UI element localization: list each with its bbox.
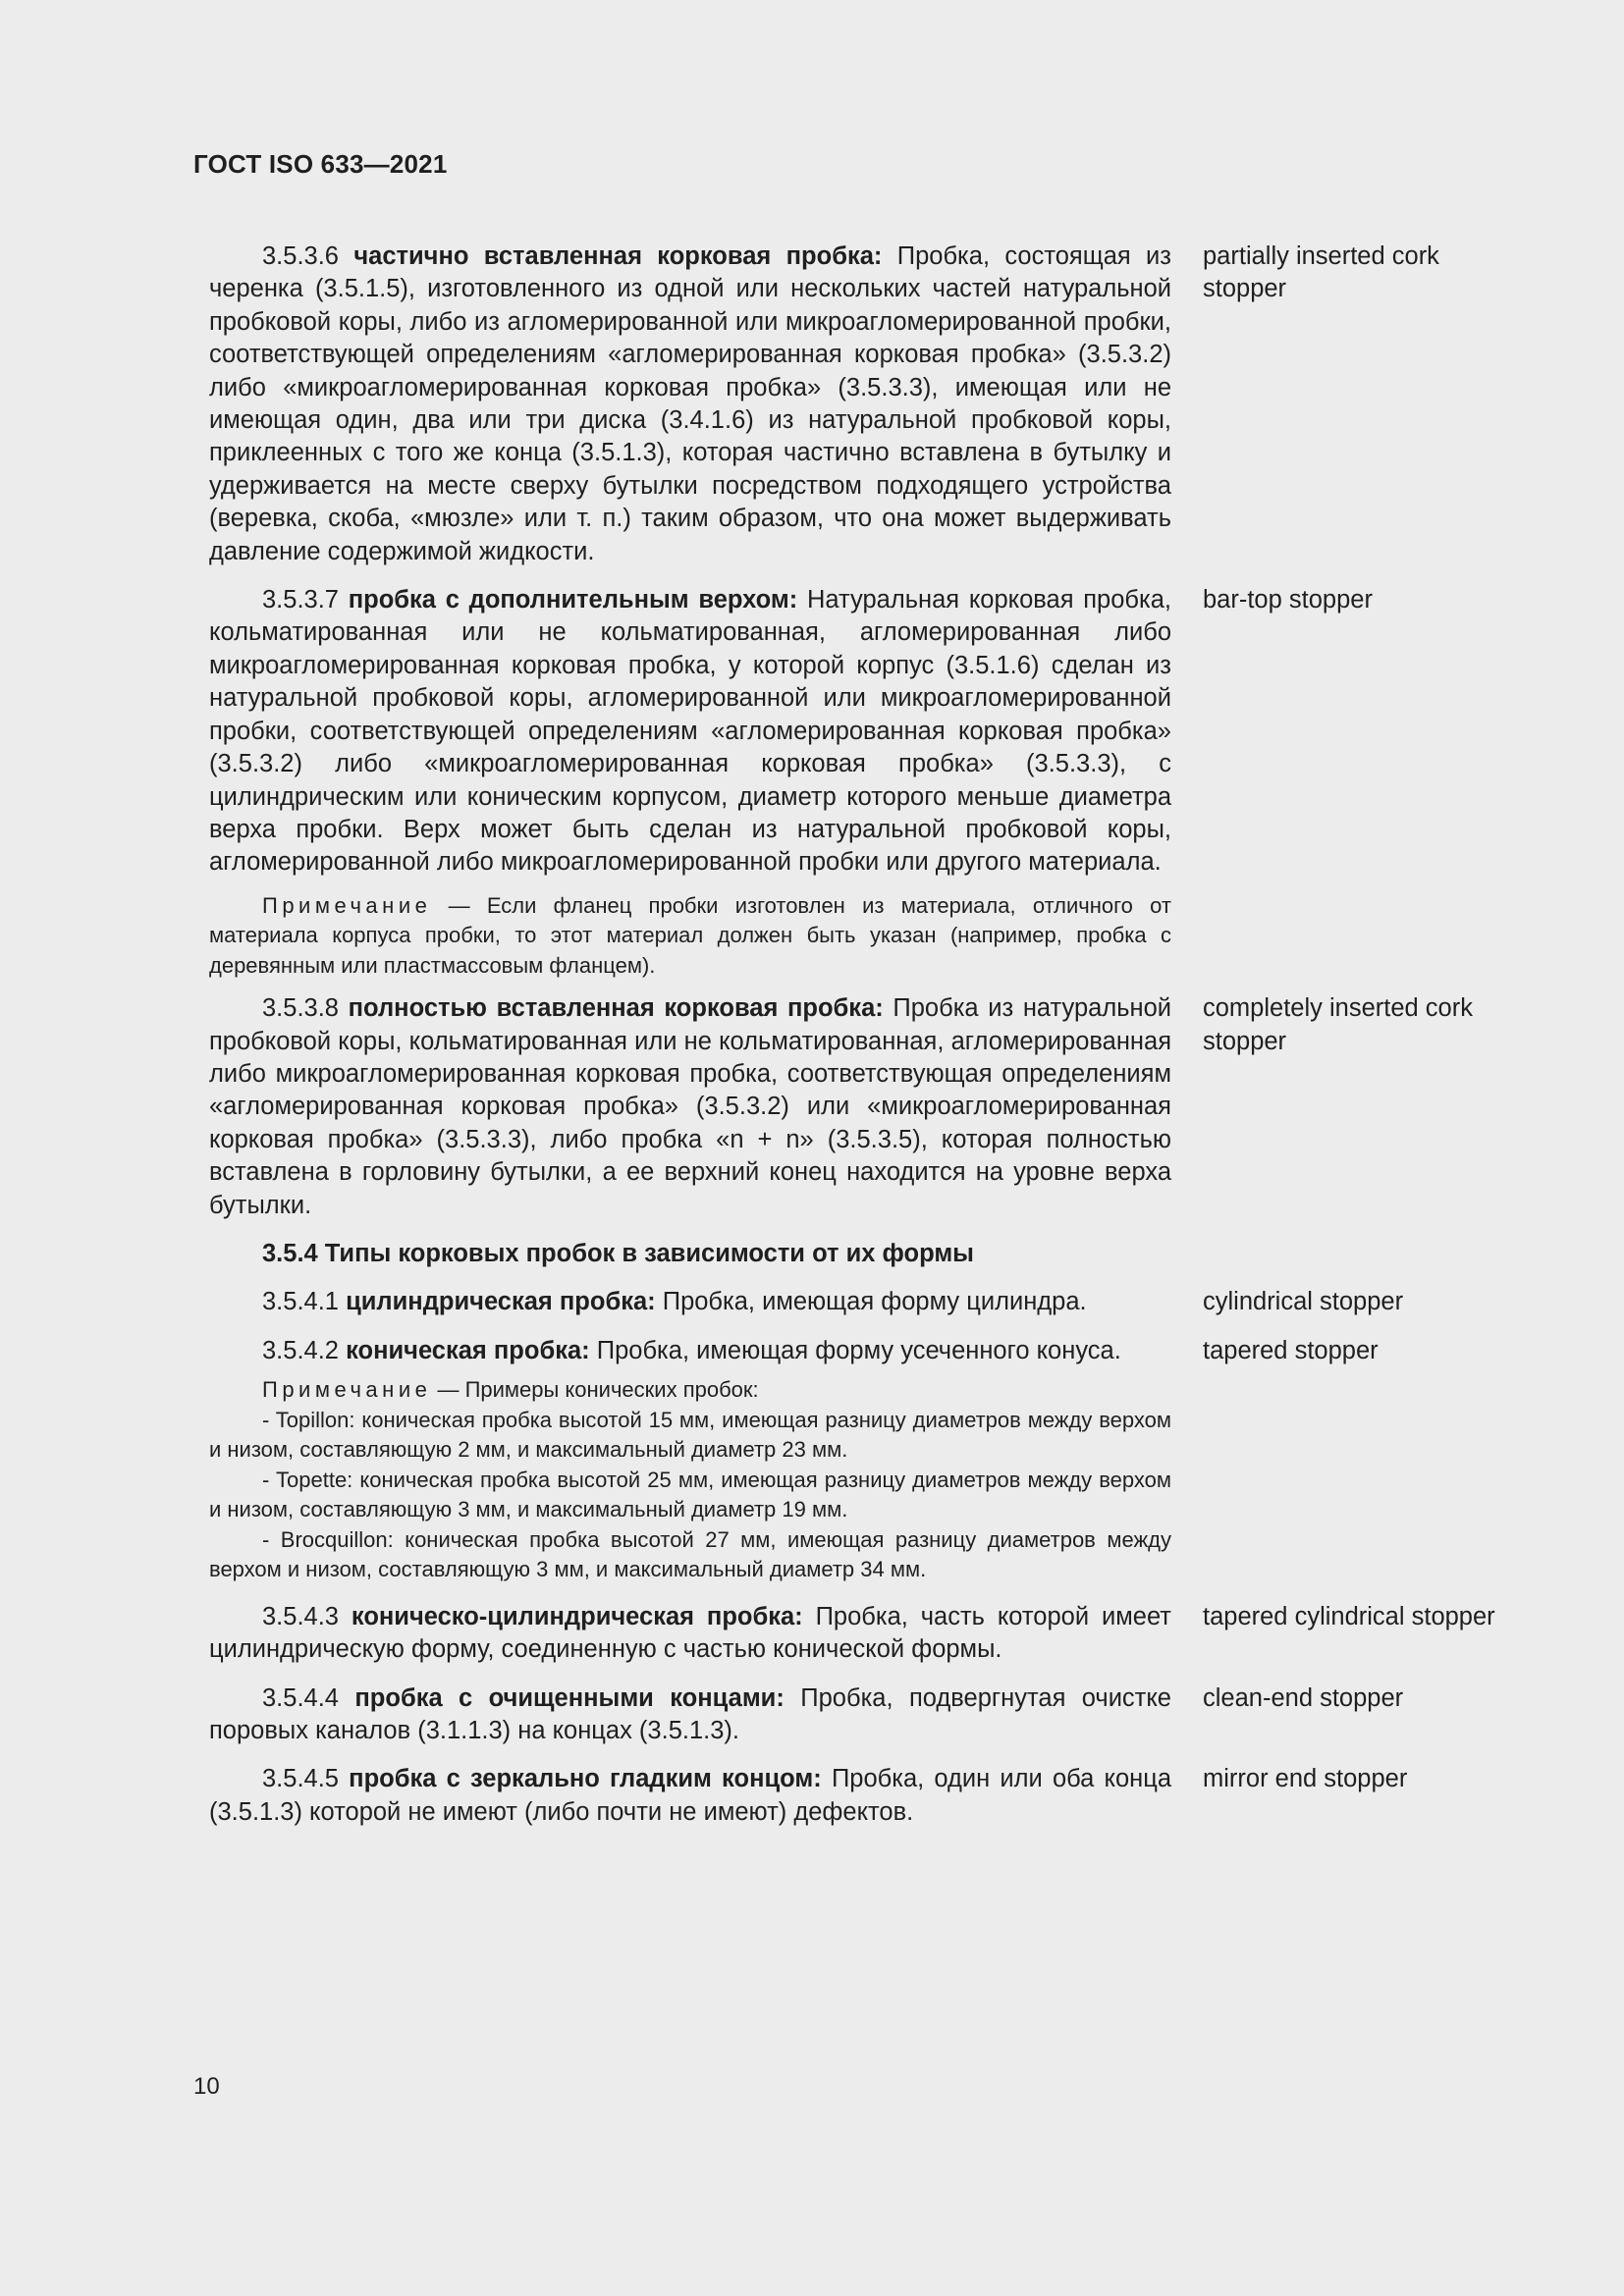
term-entry-3-5-4-5 <box>209 1763 1525 1829</box>
entry-paragraph <box>209 584 1171 880</box>
entry-number: 3.5.4.4 <box>262 1683 339 1712</box>
definition-text: Пробка, один или оба конца (3.5.1.3) которой не имеют (либо почти не имеют) дефектов. <box>209 1765 1171 1826</box>
term-entry-3-5-4-1 <box>209 1286 1525 1318</box>
entry-paragraph <box>209 1682 1171 1748</box>
term-en: bar-top stopper <box>1203 586 1373 614</box>
term-en: cylindrical stopper <box>1203 1288 1404 1316</box>
term-entry-3-5-3-8 <box>209 992 1525 1222</box>
term-entry-3-5-4-4 <box>209 1682 1525 1748</box>
term-ru: пробка с очищенными концами: <box>354 1683 785 1712</box>
document-code-header: ГОСТ ISO 633—2021 <box>193 149 448 179</box>
note-item: - Brocquillon: коническая пробка высотой 27 мм, имеющая разницу диаметров между верхом и низом, составляющую 3 мм, и максимальный диаметр 34 мм. <box>209 1526 1171 1582</box>
term-en: partially inserted cork stopper <box>1203 242 1439 303</box>
term-en: clean-end stopper <box>1203 1683 1404 1712</box>
term-en: tapered cylindrical stopper <box>1203 1602 1495 1630</box>
entry-paragraph <box>209 1286 1171 1318</box>
page-number: 10 <box>193 2073 220 2100</box>
term-en: mirror end stopper <box>1203 1765 1408 1793</box>
note-intro: — Примеры конических пробок: <box>431 1377 759 1403</box>
term-ru: пробка с дополнительным верхом: <box>348 586 798 614</box>
entry-number: 3.5.4.3 <box>262 1602 339 1630</box>
entry-number: 3.5.3.7 <box>262 586 339 614</box>
document-body <box>209 240 1525 1829</box>
entry-paragraph <box>209 1601 1171 1667</box>
entry-paragraph <box>209 1763 1171 1829</box>
entry-number: 3.5.4.2 <box>262 1336 339 1364</box>
note-text: — Если фланец пробки изготовлен из материала, отличного от материала корпуса пробки, то этот материал должен быть указан (например, пробка с деревянным или пластмассовым фланцем). <box>209 892 1171 978</box>
note-3-5-3-7 <box>209 891 1171 982</box>
entry-paragraph <box>209 992 1171 1222</box>
definition-text: Натуральная корковая пробка, кольматированная или не кольматированная, агломерированная либо микроагломерированная корковая пробка, у которой корпус (3.5.1.6) сделан из натуральной пробковой коры, агломерированной или микроагломерированной пробки, соответствующей определениям «агломерированная корковая пробка» (3.5.3.2) либо «микроагломерированная корковая пробка» (3.5.3.3), с цилиндрическим или коническим корпусом, диаметр которого меньше диаметра верха пробки. Верх может быть сделан из натуральной пробковой коры, агломерированной либо микроагломерированной пробки или другого материала. <box>209 586 1172 877</box>
term-entry-3-5-4-2 <box>209 1335 1525 1367</box>
note-label: Примечание <box>262 892 432 918</box>
definition-text: Пробка, состоящая из черенка (3.5.1.5), изготовленного из одной или нескольких частей натуральной пробковой коры, либо из агломерированной или микроагломерированной пробки, соответствующей определениям «агломерированная корковая пробка» (3.5.3.2) либо «микроагломерированная корковая пробка» (3.5.3.3), имеющая или не имеющая один, два или три диска (3.4.1.6) из натуральной пробковой коры, приклеенных с того же конца (3.5.1.3), которая частично вставлена в бутылку и удерживается на месте сверху бутылки посредством подходящего устройства (веревка, скоба, «мюзле» или т. п.) таким образом, что она может выдерживать давление содержимой жидкости. <box>209 242 1171 565</box>
term-ru: полностью вставленная корковая пробка: <box>348 994 884 1023</box>
term-en: completely inserted cork stopper <box>1203 994 1473 1055</box>
term-ru: коническо-цилиндрическая пробка: <box>351 1602 803 1630</box>
definition-text: Пробка, имеющая форму усеченного конуса. <box>596 1336 1121 1364</box>
subsection-heading: 3.5.4 Типы корковых пробок в зависимости от их формы <box>262 1240 974 1268</box>
term-entry-3-5-3-7 <box>209 584 1525 880</box>
term-ru: пробка с зеркально гладким концом: <box>349 1765 822 1793</box>
note-item: - Topette: коническая пробка высотой 25 мм, имеющая разницу диаметров между верхом и низом, составляющую 3 мм, и максимальный диаметр 19 мм. <box>209 1467 1171 1522</box>
term-entry-3-5-3-6 <box>209 240 1525 568</box>
note-3-5-4-2 <box>209 1375 1171 1585</box>
term-ru: цилиндрическая пробка: <box>346 1288 656 1316</box>
note-label: Примечание <box>262 1377 432 1403</box>
entry-paragraph <box>209 240 1171 568</box>
entry-paragraph <box>209 1335 1171 1367</box>
definition-text: Пробка, имеющая форму цилиндра. <box>662 1288 1087 1316</box>
entry-number: 3.5.3.6 <box>262 242 339 270</box>
entry-number: 3.5.4.5 <box>262 1765 339 1793</box>
definition-text: Пробка, подвергнутая очистке поровых каналов (3.1.1.3) на концах (3.5.1.3). <box>209 1683 1171 1744</box>
term-ru: коническая пробка: <box>346 1336 590 1364</box>
definition-text: Пробка, часть которой имеет цилиндрическую форму, соединенную с частью конической формы. <box>209 1602 1171 1664</box>
term-entry-3-5-4-3 <box>209 1601 1525 1667</box>
term-en: tapered stopper <box>1203 1336 1379 1364</box>
definition-text: Пробка из натуральной пробковой коры, кольматированная или не кольматированная, агломерированная либо микроагломерированная корковая пробка, соответствующая определениям «агломерированная корковая пробка» (3.5.3.2) или «микроагломерированная корковая пробка» (3.5.3.3), либо пробка «n + n» (3.5.3.5), которая полностью вставлена в горловину бутылки, а ее верхний конец находится на уровне верха бутылки. <box>209 994 1171 1219</box>
note-item: - Topillon: коническая пробка высотой 15 мм, имеющая разницу диаметров между верхом и низом, составляющую 2 мм, и максимальный диаметр 23 мм. <box>209 1407 1171 1463</box>
entry-number: 3.5.3.8 <box>262 994 339 1023</box>
entry-number: 3.5.4.1 <box>262 1288 339 1316</box>
term-ru: частично вставленная корковая пробка: <box>353 242 883 270</box>
